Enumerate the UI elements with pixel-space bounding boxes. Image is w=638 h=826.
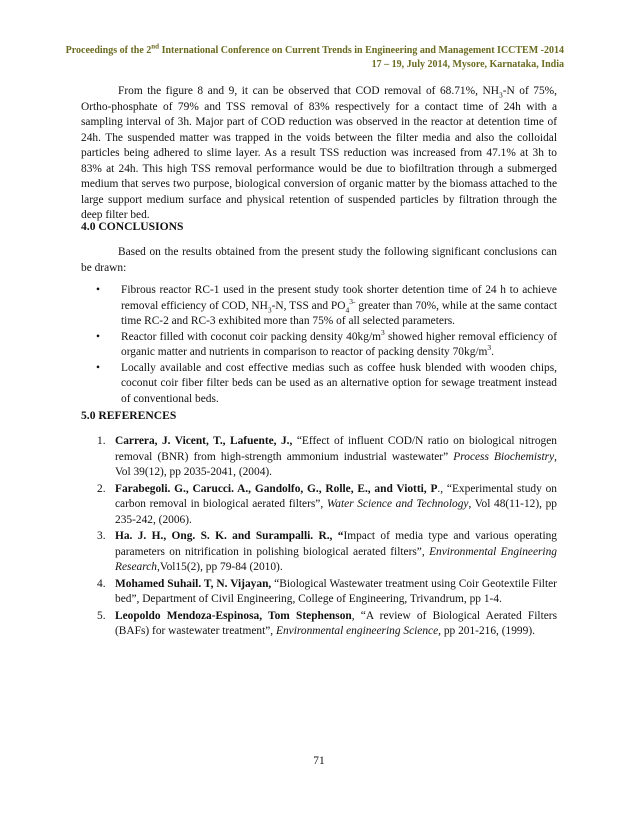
reference-number: 4. xyxy=(97,577,106,590)
reference-item xyxy=(81,609,557,640)
reference-journal: Environmental Engineering Research xyxy=(115,545,557,573)
superscript: 3 xyxy=(380,327,385,337)
reference-details: , Vol 48(11-12), pp 235-242, (2006). xyxy=(115,498,557,526)
subscript: 3 xyxy=(498,90,503,100)
superscript: 3 xyxy=(487,343,492,353)
header-line-2: 17 – 19, July 2014, Mysore, Karnataka, India xyxy=(371,58,564,70)
references-list xyxy=(81,434,557,641)
bullet-icon: • xyxy=(96,284,100,296)
header-text-rest: International Conference on Current Trends in Engineering and Management ICCTEM -2014 xyxy=(159,45,564,56)
subscript: 4 xyxy=(345,304,350,314)
para-text: From the figure 8 and 9, it can be observed that COD removal of 68.71%, NH xyxy=(118,85,499,97)
reference-authors: Mohamed Suhail. T, N. Vijayan, xyxy=(115,577,272,590)
bullet-icon: • xyxy=(96,361,100,374)
reference-authors: Carrera, J. Vicent, T., Lafuente, J., xyxy=(115,435,293,447)
reference-journal: Water Science and Technology xyxy=(326,498,469,510)
superscript: 3- xyxy=(349,296,356,306)
reference-number: 1. xyxy=(97,435,106,447)
subscript: 3 xyxy=(267,304,272,314)
reference-number: 2. xyxy=(97,482,106,495)
section-heading-conclusions: 4.0 CONCLUSIONS xyxy=(81,220,184,233)
header-line-1 xyxy=(66,44,564,58)
reference-title: , “A review of Biological Aerated Filters (BAFs) for wastewater treatment”, xyxy=(115,609,558,637)
reference-number: 5. xyxy=(97,609,106,622)
reference-authors: Leopoldo Mendoza-Espinosa, Tom Stephenson xyxy=(115,609,352,622)
page-number: 71 xyxy=(313,755,325,767)
item-text: Reactor filled with coconut coir packing density 40kg/m xyxy=(121,330,381,343)
header-sup: nd xyxy=(151,42,160,51)
list-item xyxy=(81,283,557,330)
reference-journal: Environmental engineering Science xyxy=(276,625,439,637)
reference-item xyxy=(81,482,557,529)
reference-journal: Process Biochemistry xyxy=(453,450,555,463)
item-text: . xyxy=(491,346,495,358)
results-paragraph xyxy=(81,84,557,224)
conclusions-list xyxy=(81,283,557,407)
item-text: -N, TSS and PO xyxy=(271,299,346,312)
reference-details: ,Vol15(2), pp 79-84 (2010). xyxy=(156,561,283,573)
reference-authors: Farabegoli. G., Carucci. A., Gandolfo, G., Rolle, E., and Viotti, P xyxy=(115,482,438,495)
reference-title: Impact of media type and various operating parameters on nitrification in polishing biological aerated filters”, xyxy=(115,530,558,558)
reference-authors: Ha. J. H., Ong. S. K. and Surampalli. R. xyxy=(115,530,330,542)
reference-details: , pp 201-216, (1999). xyxy=(438,625,535,637)
item-text: Locally available and cost effective medias such as coffee husk blended with wooden chips, coconut coir fiber filter beds can be used as an alternative option for sewage treatment instead of conventional beds. xyxy=(121,361,557,405)
para-text: -N of 75%, Ortho-phosphate of 79% and TSS removal of 83% respectively for a contact time of 24h with a sampling interval of 3h. Major part of COD reduction was observed in the reactor at detention time of 24h. The suspended matter was trapped in the voids between the filter media and also the colloidal particles being adhered to slime layer. As a result TSS reduction was increased from 47.1% at 3h to 83% at 24h. This high TSS removal performance would be due to biofiltration through a submerged medium that serves two purpose, biological conversion of organic matter by the biomass attached to the large support medium surface and physical retention of suspended particles by filtration through the deep filter bed. xyxy=(81,85,557,221)
section-heading-references: 5.0 REFERENCES xyxy=(81,409,177,422)
item-text: showed higher removal efficiency of organic matter and nutrients in comparison to reactor of packing density 70kg/m xyxy=(121,330,557,358)
running-header xyxy=(66,44,564,71)
list-item xyxy=(81,327,557,361)
reference-number: 3. xyxy=(97,530,106,542)
header-text: Proceedings of the 2 xyxy=(65,45,152,56)
reference-details: , Vol 39(12), pp 2035-2041, (2004). xyxy=(115,450,558,478)
item-text: Fibrous reactor RC-1 used in the present study took shorter detention time of 24 h to achieve removal efficiency of COD, NH xyxy=(121,284,557,312)
reference-punct: , “ xyxy=(329,530,344,542)
bullet-icon: • xyxy=(96,330,100,343)
list-item xyxy=(81,361,557,408)
reference-details: “Biological Wastewater treatment using Coir Geotextile Filter bed”, Department of Civil Engineering, College of Engineering, Trivandrum, pp 1-4. xyxy=(115,577,557,605)
conclusions-intro: Based on the results obtained from the present study the following significant conclusions can be drawn: xyxy=(81,246,557,274)
reference-title: “Effect of influent COD/N ratio on biological nitrogen removal (BNR) from high-strength ammonium industrial wastewater” xyxy=(115,435,557,463)
reference-item xyxy=(81,529,557,576)
reference-item xyxy=(81,577,557,608)
reference-item xyxy=(81,434,557,481)
item-text: greater than 70%, while at the same contact time RC-2 and RC-3 exhibited more than 75% of all selected parameters. xyxy=(121,299,557,327)
reference-title: ., “Experimental study on carbon removal in biological aerated filters”, xyxy=(115,482,557,510)
